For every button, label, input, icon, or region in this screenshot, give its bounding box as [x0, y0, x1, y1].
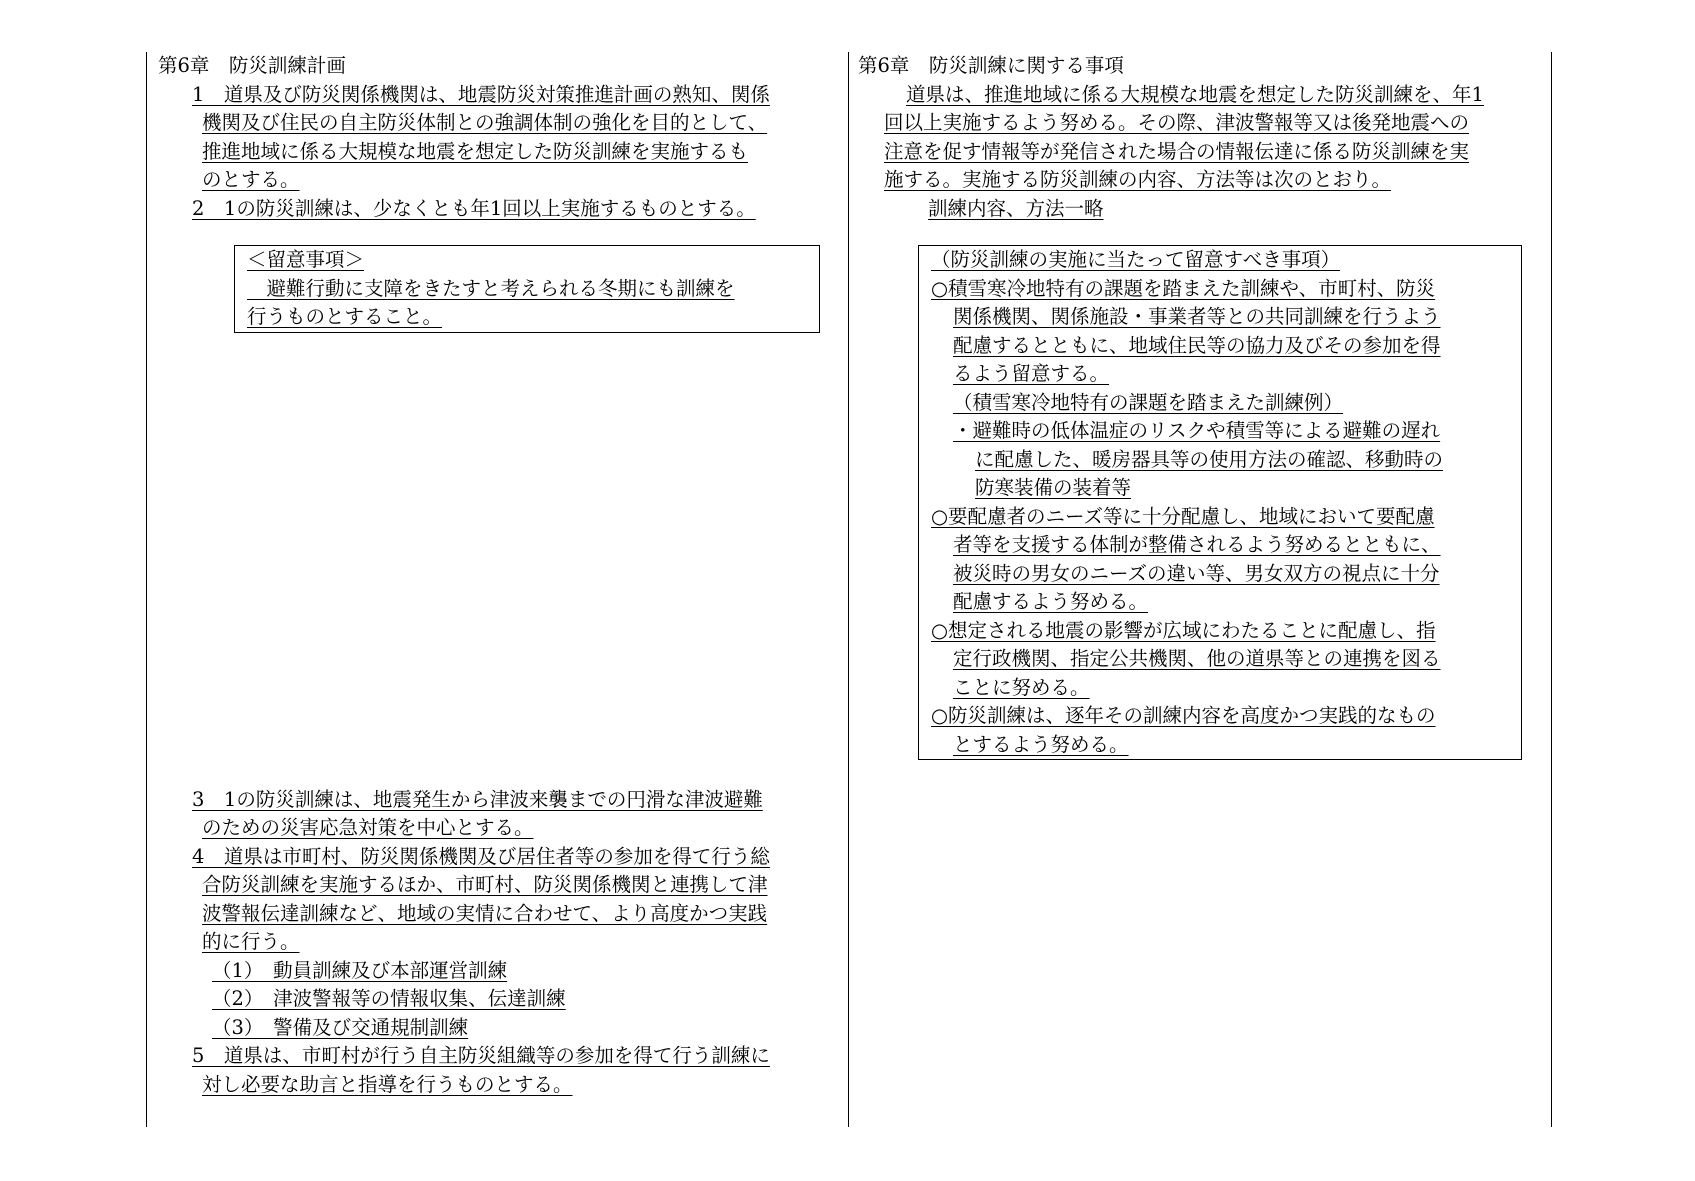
bullet-2: ○要配慮者のニーズ等に十分配慮し、地域において要配慮 者等を支援する体制が整備されるよう努めるとともに、 被災時の男女のニーズの違い等、男女双方の視点に十分 配慮するよう努める。 [931, 504, 1441, 613]
considerations-box [918, 245, 1522, 760]
note-box [234, 245, 820, 333]
box-title: （防災訓練の実施に当たって留意すべき事項） [931, 248, 1341, 271]
item-3-line-2: のための災害応急対策を中心とする。 [202, 816, 534, 839]
left-border [146, 52, 147, 1127]
subitem-3: （3） 警備及び交通規制訓練 [212, 1015, 469, 1039]
subitem-1: （1） 動員訓練及び本部運営訓練 [212, 958, 508, 982]
intro-line-2: 回以上実施するよう努める。その際、津波警報等又は後発地震への [884, 111, 1470, 134]
item-4-line-1: 4 道県は市町村、防災関係機関及び居住者等の参加を得て行う総 [192, 844, 770, 868]
subitem-2: （2） 津波警報等の情報収集、伝達訓練 [212, 987, 566, 1010]
example-list: ・避難時の低体温症のリスクや積雪等による避難の遅れ に配慮した、暖房器具等の使用方法の確認、移動時の 防寒装備の装着等 [953, 419, 1444, 499]
bullet-1: ○積雪寒冷地特有の課題を踏まえた訓練や、市町村、防災 関係機関、関係施設・事業者等との共同訓練を行うよう 配慮するとともに、地域住民等の協力及びその参加を得 るよう留意する。 [931, 276, 1441, 385]
item-1-line-3: 推進地域に係る大規模な地震を想定した防災訓練を実施するも [202, 139, 749, 163]
item-4-line-4: 的に行う。 [202, 930, 300, 953]
intro-line-4: 施する。実施する防災訓練の内容、方法等は次のとおり。 [884, 168, 1392, 191]
note-line-1: 避難行動に支障をきたすと考えられる冬期にも訓練を [247, 276, 735, 300]
right-border [1551, 52, 1552, 1127]
item-4 [158, 843, 838, 957]
item-1-line-2: 機関及び住民の自主防災体制との強調体制の強化を目的として、 [202, 111, 768, 134]
item-5-line-1: 5 道県は、市町村が行う自主防災組織等の参加を得て行う訓練に [192, 1044, 770, 1067]
right-column [858, 52, 1548, 760]
method-line: 訓練内容、方法一略 [928, 196, 1104, 220]
subitems [158, 957, 838, 1043]
intro-paragraph [858, 81, 1548, 195]
example-title: （積雪寒冷地特有の課題を踏まえた訓練例） [953, 390, 1344, 414]
item-2-line-1: 2 1の防災訓練は、少なくとも年1回以上実施するものとする。 [192, 196, 756, 220]
right-heading: 第6章 防災訓練に関する事項 [858, 54, 1124, 77]
item-3 [158, 786, 838, 843]
bullet-3: ○想定される地震の影響が広域にわたることに配慮し、指 定行政機関、指定公共機関、他の道県等との連携を図る ことに努める。 [931, 618, 1441, 699]
item-1-line-4: のとする。 [202, 168, 300, 191]
item-4-line-2: 合防災訓練を実施するほか、市町村、防災関係機関と連携して津 [202, 873, 768, 896]
item-1 [158, 81, 838, 195]
bullet-4: ○防災訓練は、逐年その訓練内容を高度かつ実践的なもの とするよう努める。 [931, 704, 1436, 756]
item-1-line-1: 1 道県及び防災関係機関は、地震防災対策推進計画の熟知、関係 [192, 82, 770, 106]
item-5-line-2: 対し必要な助言と指導を行うものとする。 [202, 1072, 573, 1096]
center-divider [848, 52, 849, 1127]
note-title: ＜留意事項＞ [247, 248, 365, 271]
item-4-line-3: 波警報伝達訓練など、地域の実情に合わせて、より高度かつ実践 [202, 901, 768, 925]
intro-line-1: 道県は、推進地域に係る大規模な地震を想定した防災訓練を、年1 [906, 82, 1484, 106]
item-3-line-1: 3 1の防災訓練は、地震発生から津波来襲までの円滑な津波避難 [192, 787, 763, 811]
note-line-2: 行うものとすること。 [247, 305, 443, 328]
left-column [158, 52, 838, 1099]
left-heading: 第6章 防災訓練計画 [158, 54, 346, 77]
item-2 [158, 195, 838, 224]
intro-line-3: 注意を促す情報等が発信された場合の情報伝達に係る防災訓練を実 [884, 139, 1470, 163]
item-5 [158, 1042, 838, 1099]
